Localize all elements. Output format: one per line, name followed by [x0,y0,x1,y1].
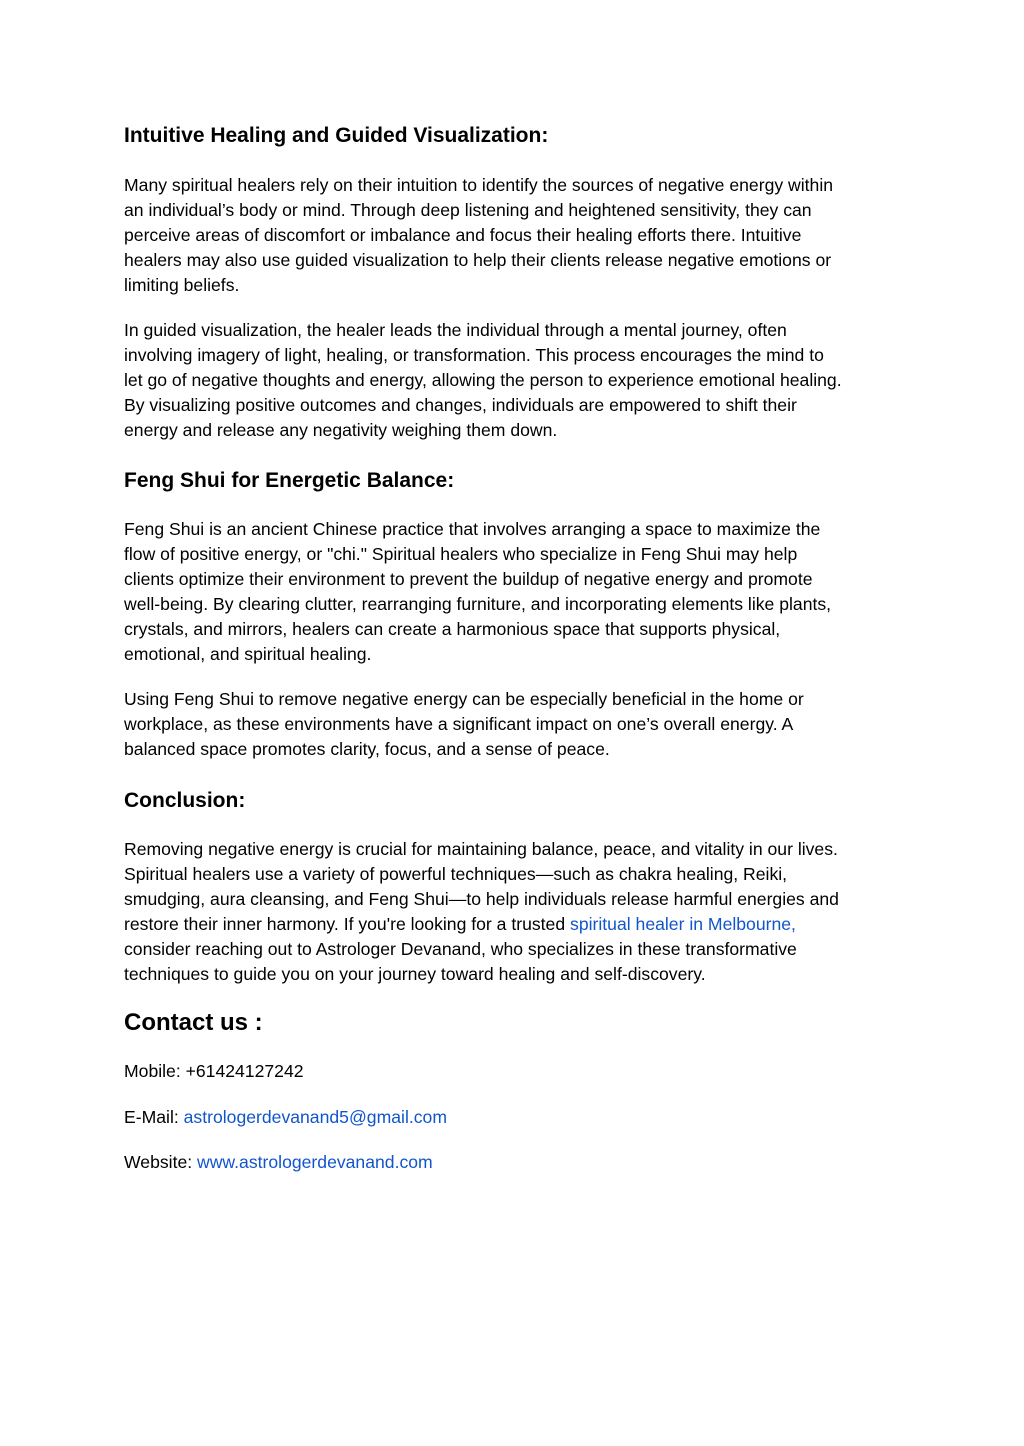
text-line: workplace, as these environments have a significant impact on one’s overall energy. A [124,714,794,734]
text-line: crystals, and mirrors, healers can create a harmonious space that supports physical, [124,619,781,639]
text-line: let go of negative thoughts and energy, allowing the person to experience emotional healing. [124,370,842,390]
paragraph-conclusion [124,837,900,987]
text-line: Removing negative energy is crucial for maintaining balance, peace, and vitality in our lives. [124,839,838,859]
text-line: perceive areas of discomfort or imbalance and focus their healing efforts there. Intuitive [124,225,802,245]
heading-intuitive-healing: Intuitive Healing and Guided Visualization: [124,124,549,147]
paragraph-feng-shui-2 [124,687,900,762]
contact-email [124,1105,900,1130]
text-line: flow of positive energy, or "chi." Spiritual healers who specialize in Feng Shui may help [124,544,798,564]
text-line: Spiritual healers use a variety of powerful techniques—such as chakra healing, Reiki, [124,864,788,884]
text-line: Feng Shui is an ancient Chinese practice that involves arranging a space to maximize the [124,519,821,539]
paragraph-intuitive-1 [124,173,900,298]
text-line: techniques to guide you on your journey toward healing and self-discovery. [124,964,706,984]
email-label: E-Mail: [124,1107,184,1127]
heading-feng-shui: Feng Shui for Energetic Balance: [124,469,455,492]
text-line: By visualizing positive outcomes and changes, individuals are empowered to shift their [124,395,797,415]
paragraph-feng-shui-1 [124,517,900,667]
text-line: clients optimize their environment to prevent the buildup of negative energy and promote [124,569,813,589]
heading-contact: Contact us : [124,1009,263,1036]
text-line: limiting beliefs. [124,275,240,295]
text-line: healers may also use guided visualization to help their clients release negative emotions or [124,250,832,270]
contact-website [124,1150,900,1175]
text-line: restore their inner harmony. If you're looking for a trusted [124,914,571,934]
website-link[interactable]: www.astrologerdevanand.com [197,1152,433,1172]
website-label: Website: [124,1152,198,1172]
mobile-text: Mobile: +61424127242 [124,1061,304,1081]
text-line: consider reaching out to Astrologer Devanand, who specializes in these transformative [124,939,797,959]
paragraph-intuitive-2 [124,318,900,443]
text-line: smudging, aura cleansing, and Feng Shui—to help individuals release harmful energies and [124,889,839,909]
text-line: balanced space promotes clarity, focus, and a sense of peace. [124,739,610,759]
text-line: involving imagery of light, healing, or transformation. This process encourages the mind to [124,345,824,365]
text-line: Using Feng Shui to remove negative energy can be especially beneficial in the home or [124,689,804,709]
text-line: In guided visualization, the healer leads the individual through a mental journey, often [124,320,787,340]
email-link[interactable]: astrologerdevanand5@gmail.com [183,1107,447,1127]
text-line: Many spiritual healers rely on their intuition to identify the sources of negative energy within [124,175,834,195]
text-line: emotional, and spiritual healing. [124,644,372,664]
spiritual-healer-link[interactable]: spiritual healer in Melbourne, [570,914,796,934]
text-line: an individual’s body or mind. Through deep listening and heightened sensitivity, they can [124,200,812,220]
text-line: well-being. By clearing clutter, rearranging furniture, and incorporating elements like plants, [124,594,832,614]
contact-mobile [124,1059,900,1084]
heading-conclusion: Conclusion: [124,789,246,812]
text-line: energy and release any negativity weighing them down. [124,420,558,440]
